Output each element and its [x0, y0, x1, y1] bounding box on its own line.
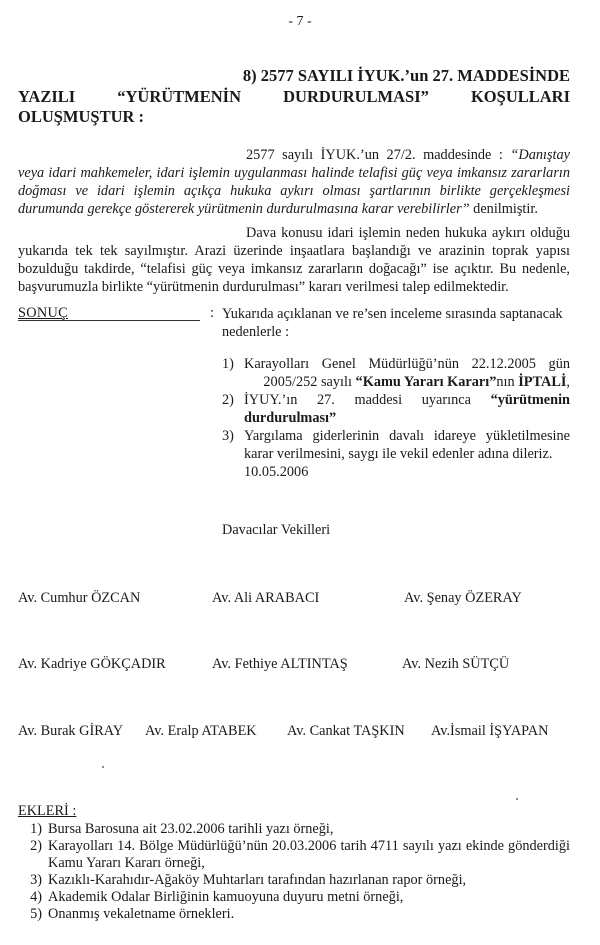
list-item [18, 872, 570, 889]
legal-basis-lead: 2577 sayılı İYUK.’un 27/2. maddesinde : [246, 147, 511, 163]
attorney-name: Av. Nezih SÜTÇÜ [402, 656, 510, 672]
list-text: Akademik Odalar Birliğinin kamuoyuna duyuru metni örneği, [48, 889, 404, 905]
attorney-name: Av. Cankat TAŞKIN [287, 723, 405, 739]
list-text: Karayolları 14. Bölge Müdürlüğü’nün 20.03.2006 tarih 4711 sayılı yazı ekinde gönderdiği Kamu Yararı Kararı örneği, [48, 838, 570, 871]
list-text: Bursa Barosuna ait 23.02.2006 tarihli yazı örneği, [48, 821, 334, 837]
attorney-name: Av. Ali ARABACI [212, 590, 320, 606]
attorney-name: Av.İsmail İŞYAPAN [431, 723, 549, 739]
list-number: 1) [30, 821, 42, 837]
attorney-name: Av. Kadriye GÖKÇADIR [18, 656, 166, 672]
sonuc-text: Yukarıda açıklanan ve re’sen inceleme sırasında saptanacak nedenlerle : [222, 306, 563, 340]
attorney-name: Av. Şenay ÖZERAY [404, 590, 522, 606]
list-number: 2) [30, 838, 42, 854]
legal-basis-tail: denilmiştir. [469, 201, 538, 217]
attorney-name: Av. Eralp ATABEK [145, 723, 257, 739]
requests-list [222, 355, 570, 463]
list-text: Kazıklı-Karahıdır-Ağaköy Muhtarları tarafından hazırlanan rapor örneği, [48, 872, 467, 888]
list-number: 1) [222, 356, 234, 372]
attorney-name: Av. Burak GİRAY [18, 723, 124, 739]
list-item [222, 427, 570, 463]
heading-line-2 [18, 87, 570, 107]
list-item [18, 906, 570, 923]
list-item [222, 355, 570, 391]
list-text: İYUY.’ın 27. maddesi uyarınca “yürütmenin durdurulması” [244, 392, 570, 426]
attachments-list [18, 821, 570, 923]
heading-word: “YÜRÜTMENİN [117, 87, 242, 106]
scan-speck [102, 766, 104, 768]
heading-line-1: 8) 2577 SAYILI İYUK.’un 27. MADDESİNDE [242, 66, 570, 85]
list-number: 5) [30, 906, 42, 922]
list-item [18, 889, 570, 906]
sonuc-colon: : [210, 305, 214, 321]
sonuc-label: SONUÇ [18, 305, 68, 321]
list-text: Onanmış vekaletname örnekleri. [48, 906, 235, 922]
scan-speck [516, 798, 518, 800]
list-item [222, 391, 570, 427]
list-item [18, 821, 570, 838]
heading-word: KOŞULLARI [470, 87, 570, 106]
attorneys-title: Davacılar Vekilleri [222, 522, 331, 538]
heading-line-3: OLUŞMUŞTUR : [18, 107, 145, 126]
heading-word: DURDURULMASI” [283, 87, 429, 106]
document-date: 10.05.2006 [244, 464, 309, 480]
ekler-title: EKLERİ : [18, 803, 77, 819]
list-number: 4) [30, 889, 42, 905]
justification-paragraph [18, 224, 570, 296]
list-text: Karayolları Genel Müdürlüğü’nün 22.12.2005 gün 2005/252 sayılı “Kamu Yararı Kararı”nın İPTALİ, [244, 356, 570, 390]
heading-word: YAZILI [18, 87, 76, 106]
justification-text: Dava konusu idari işlemin neden hukuka aykırı olduğu yukarıda tek tek sayılmıştır. Arazi üzerinde inşaatlara başlandığı ve arazinin toprak yapısı bozulduğu takdirde, “telafisi güç veya imkansız zararların doğacağı” ise açıktır. Bu nedenle, başvurumuzla birlikte “yürütmenin durdurulması” kararı verilmesi talep edilmektedir. [18, 225, 570, 295]
sonuc-underline [18, 320, 200, 321]
attorney-name: Av. Fethiye ALTINTAŞ [212, 656, 348, 672]
list-number: 3) [222, 428, 234, 444]
page-number: - 7 - [288, 14, 312, 29]
list-item [18, 838, 570, 872]
law-quote: “Danıştay veya idari mahkemeler, idari işlemin uygulanması halinde telafisi güç veya imkansız zararların doğması ve idari işlemin açıkça hukuka aykırı olması şartlarının birlikte gerçekleşmesi durumunda gerekçe göstererek yürütmenin durdurulmasına karar verebilirler” [18, 147, 570, 217]
list-number: 3) [30, 872, 42, 888]
list-number: 2) [222, 392, 234, 408]
legal-basis-paragraph [18, 146, 570, 218]
list-text: Yargılama giderlerinin davalı idareye yükletilmesine karar verilmesini, saygı ile vekil edenler adına dileriz. [244, 428, 570, 462]
attorney-name: Av. Cumhur ÖZCAN [18, 590, 141, 606]
